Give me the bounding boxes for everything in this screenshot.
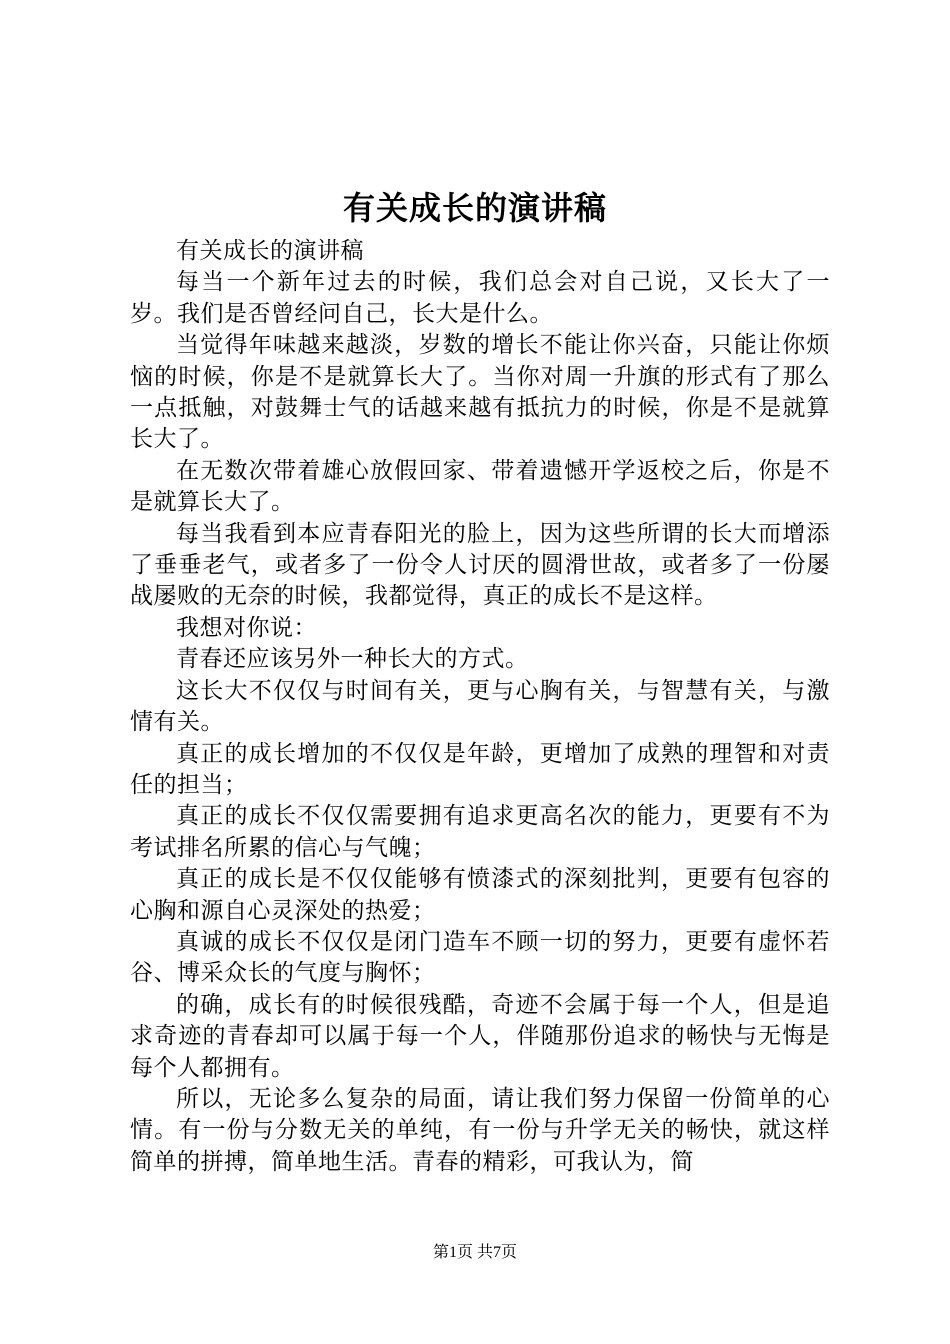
paragraph: 在无数次带着雄心放假回家、带着遗憾开学返校之后，你是不是就算长大了。 [130,457,830,516]
paragraph: 有关成长的演讲稿 [176,238,364,264]
paragraph: 每当我看到本应青春阳光的脸上，因为这些所谓的长大而增添了垂垂老气，或者多了一份令人讨厌的圆滑世故，或者多了一份屡战屡败的无奈的时候，我都觉得，真正的成长不是这样。 [130,520,830,610]
document-body [130,236,830,1178]
paragraph: 我想对你说： [176,614,317,641]
paragraph: 真正的成长是不仅仅能够有愤漆式的深刻批判，更要有包容的心胸和源自心灵深处的热爱； [130,866,830,924]
paragraph: 的确，成长有的时候很残酷，奇迹不会属于每一个人，但是追求奇迹的青春却可以属于每一个人，伴随那份追求的畅快与无悔是每个人都拥有。 [130,991,830,1081]
paragraph: 真正的成长不仅仅需要拥有追求更高名次的能力，更要有不为考试排名所累的信心与气魄； [130,803,830,861]
paragraph: 每当一个新年过去的时候，我们总会对自己说，又长大了一岁。我们是否曾经问自己，长大是什么。 [130,269,830,327]
paragraph: 青春还应该另外一种长大的方式。 [176,646,529,673]
paragraph: 所以，无论多么复杂的局面，请让我们努力保留一份简单的心情。有一份与分数无关的单纯，有一份与升学无关的畅快，就这样简单的拼搏，简单地生活。青春的精彩，可我认为，简 [130,1085,830,1175]
document-title: 有关成长的演讲稿 [342,189,607,227]
paragraph: 当觉得年味越来越淡，岁数的增长不能让你兴奋，只能让你烦恼的时候，你是不是就算长大了。当你对周一升旗的形式有了那么一点抵触，对鼓舞士气的话越来越有抵抗力的时候，你是不是就算长大了。 [130,332,830,453]
paragraph: 这长大不仅仅与时间有关，更与心胸有关，与智慧有关，与激情有关。 [130,677,830,736]
paragraph: 真正的成长增加的不仅仅是年龄，更增加了成熟的理智和对责任的担当； [130,740,830,798]
paragraph: 真诚的成长不仅仅是闭门造车不顾一切的努力，更要有虚怀若谷、博采众长的气度与胸怀； [130,928,830,987]
page-footer: 第1页 共7页 [432,1244,517,1261]
